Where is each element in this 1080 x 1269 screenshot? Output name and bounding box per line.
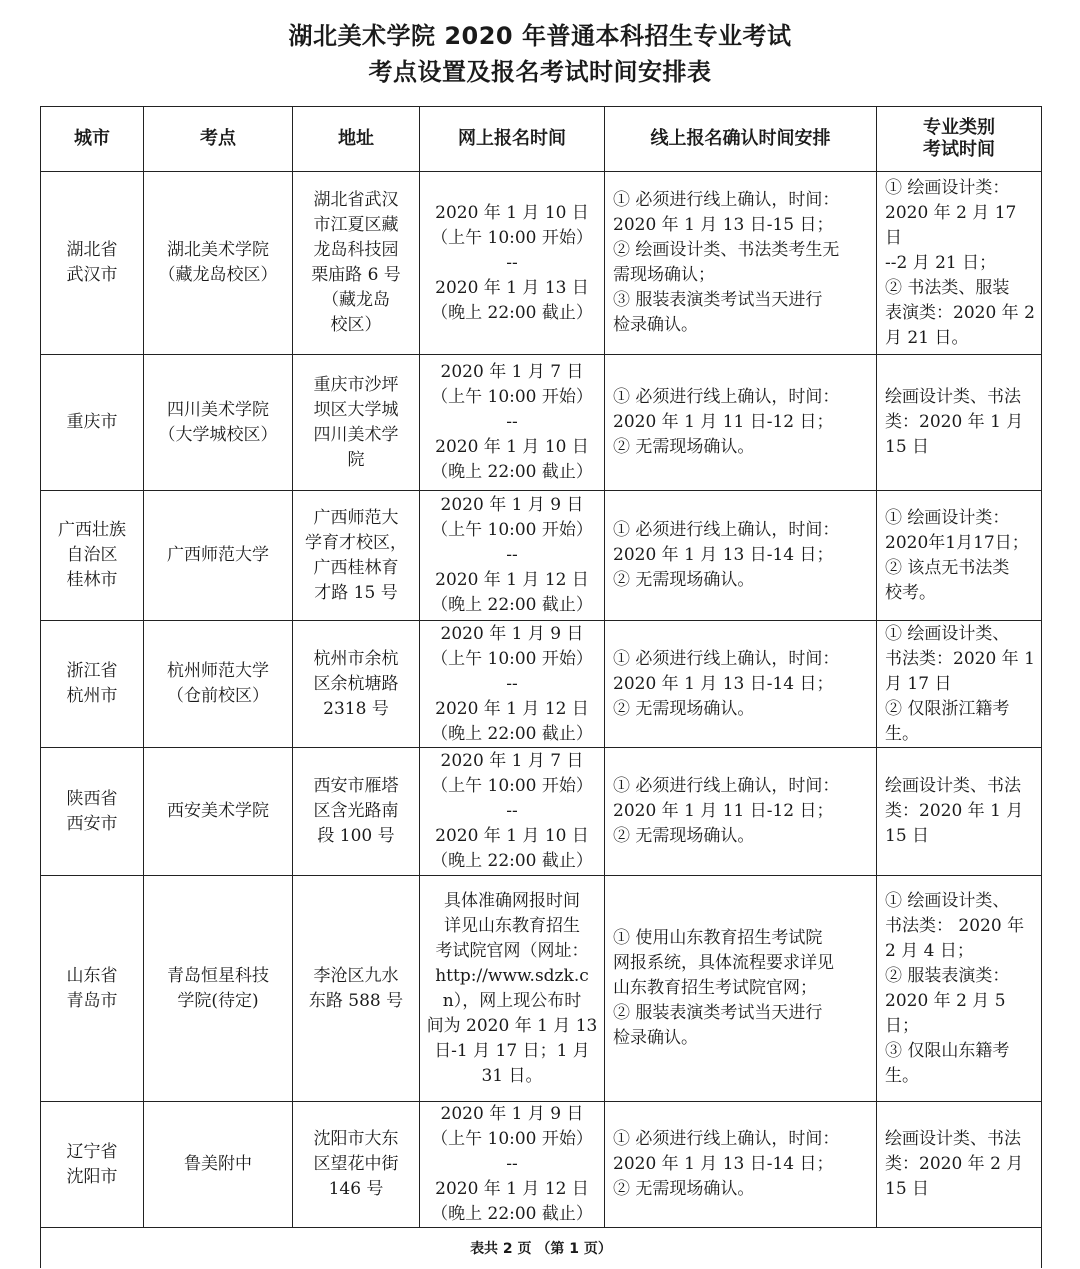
cell-online-time-line: （晚上 22:00 截止） [431, 851, 593, 871]
cell-online-time-line: 2020 年 1 月 7 日 [440, 362, 584, 382]
cell-confirm-time [605, 748, 877, 876]
cell-online-time-line: 2020 年 1 月 13 日 [435, 277, 589, 298]
cell-exam-time [877, 1102, 1042, 1228]
cell-address-line: 2318 号 [323, 698, 389, 719]
cell-confirm-time [605, 491, 877, 621]
cell-address-line: 146 号 [328, 1179, 384, 1199]
cell-online-time [420, 748, 605, 876]
cell-address-line: 校区） [330, 315, 382, 335]
cell-online-time-line: -- [506, 673, 518, 694]
cell-online-time-line: 2020 年 1 月 10 日 [435, 826, 589, 846]
cell-city-line: 桂林市 [66, 570, 118, 590]
cell-address-line: 院 [347, 449, 365, 470]
cell-confirm-time-line: 2020 年 1 月 11 日-12 日； [613, 801, 834, 821]
cell-address-line: 广西桂林育 [313, 557, 399, 578]
cell-exam-time [877, 748, 1042, 876]
cell-exam-time-line: ② 仅限浙江籍考 [885, 698, 1010, 719]
table-row [41, 1102, 1042, 1228]
cell-confirm-time-line: 2020 年 1 月 13 日-14 日； [613, 545, 834, 565]
cell-confirm-time-line: ② 无需现场确认。 [613, 437, 755, 457]
cell-confirm-time-line: ① 必须进行线上确认，时间： [613, 387, 840, 407]
cell-site-line: 四川美术学院 [167, 399, 269, 420]
cell-site-line: （仓前校区） [167, 686, 269, 706]
table-row [41, 172, 1042, 355]
cell-online-time-line: n），网上现公布时 [442, 990, 582, 1011]
cell-exam-time-line: ② 书法类、服装 [885, 277, 1010, 298]
cell-site-line: 青岛恒星科技 [167, 965, 269, 986]
header-exam-time-line1: 专业类别 [923, 117, 995, 138]
cell-exam-time [877, 491, 1042, 621]
cell-confirm-time-line: 检录确认。 [613, 315, 698, 335]
cell-city-line: 广西壮族 [58, 520, 126, 540]
cell-confirm-time-line: ① 必须进行线上确认，时间： [613, 1129, 840, 1149]
cell-address [293, 748, 420, 876]
cell-exam-time-line: 月 17 日 [885, 673, 952, 694]
cell-exam-time-line: --2 月 21 日； [885, 252, 997, 273]
cell-exam-time [877, 621, 1042, 748]
cell-online-time [420, 621, 605, 748]
cell-exam-time-line: ① 绘画设计类： [885, 507, 1010, 528]
cell-confirm-time-line: ② 服装表演类考试当天进行 [613, 1003, 823, 1023]
cell-online-time-line: 详见山东教育招生 [444, 915, 580, 936]
cell-online-time-line: 2020 年 1 月 10 日 [435, 202, 589, 223]
cell-confirm-time-line: 2020 年 1 月 11 日-12 日； [613, 412, 834, 432]
cell-address-line: 重庆市沙坪 [313, 374, 399, 395]
document-title-line2: 考点设置及报名考试时间安排表 [368, 58, 712, 86]
page-footer: 表共 2 页 （第 1 页） [41, 1228, 1042, 1269]
cell-exam-time [877, 876, 1042, 1102]
document-title-line1: 湖北美术学院 2020 年普通本科招生专业考试 [288, 22, 792, 50]
cell-address-line: 四川美术学 [313, 424, 399, 445]
cell-online-time-line: 2020 年 1 月 12 日 [435, 698, 589, 719]
cell-address-line: 龙岛科技园 [313, 240, 399, 260]
cell-online-time-line: -- [506, 545, 518, 565]
cell-exam-time-line: ② 服装表演类： [885, 965, 1010, 986]
cell-exam-time-line: 月 21 日。 [885, 327, 969, 348]
cell-confirm-time [605, 355, 877, 491]
cell-site-line: 学院(待定) [177, 990, 259, 1011]
cell-confirm-time-line: 山东教育招生考试院官网； [613, 978, 817, 998]
cell-site-line: （藏龙岛校区） [158, 265, 278, 285]
cell-confirm-time-line: ① 必须进行线上确认，时间： [613, 648, 840, 669]
cell-exam-time-line: 书法类： 2020 年 [885, 915, 1025, 936]
cell-exam-time-line: ① 绘画设计类、 [885, 623, 1010, 644]
cell-city-line: 杭州市 [66, 686, 118, 706]
cell-exam-time-line: 15 日 [885, 826, 930, 846]
cell-online-time-line: （上午 10:00 开始） [431, 227, 593, 248]
cell-confirm-time-line: 检录确认。 [613, 1028, 698, 1048]
cell-confirm-time-line: 需现场确认； [613, 265, 715, 285]
cell-online-time-line: -- [506, 1154, 518, 1174]
cell-city-line: 青岛市 [66, 990, 118, 1011]
cell-exam-time-line: ② 该点无书法类 [885, 557, 1010, 578]
cell-exam-time-line: 校考。 [885, 582, 936, 603]
cell-address [293, 1102, 420, 1228]
cell-confirm-time-line: ② 无需现场确认。 [613, 826, 755, 846]
cell-confirm-time-line: ① 使用山东教育招生考试院 [613, 928, 823, 948]
cell-online-time-line: （上午 10:00 开始） [431, 776, 593, 796]
cell-online-time [420, 1102, 605, 1228]
cell-site-line: 湖北美术学院 [167, 240, 269, 260]
cell-address [293, 621, 420, 748]
cell-online-time [420, 491, 605, 621]
cell-address-line: 区含光路南 [313, 801, 399, 821]
cell-confirm-time-line: ② 无需现场确认。 [613, 570, 755, 590]
cell-site [144, 621, 293, 748]
cell-address [293, 876, 420, 1102]
cell-online-time-line: -- [506, 801, 518, 821]
cell-address [293, 172, 420, 355]
cell-confirm-time [605, 621, 877, 748]
cell-city-line: 沈阳市 [66, 1166, 118, 1187]
cell-online-time-line: （晚上 22:00 截止） [431, 302, 593, 323]
header-address: 地址 [293, 107, 420, 172]
cell-confirm-time [605, 172, 877, 355]
cell-online-time-line: 间为 2020 年 1 月 13 [426, 1015, 598, 1036]
cell-confirm-time-line: ② 绘画设计类、书法类考生无 [613, 240, 840, 260]
cell-exam-time-line: 2020年1月17日； [885, 532, 1029, 553]
cell-exam-time-line: ③ 仅限山东籍考 [885, 1040, 1010, 1061]
schedule-table [40, 106, 1042, 1268]
cell-exam-time-line: 类：2020 年 1 月 [885, 801, 1024, 821]
cell-address-line: 西安市雁塔 [313, 776, 399, 796]
header-city: 城市 [41, 107, 144, 172]
cell-site-line: （大学城校区） [158, 424, 278, 445]
cell-exam-time [877, 172, 1042, 355]
cell-site [144, 748, 293, 876]
cell-online-time-line: http://www.sdzk.c [435, 965, 589, 986]
cell-address-line: 市江夏区藏 [313, 215, 399, 235]
cell-exam-time-line: 绘画设计类、书法 [885, 776, 1021, 796]
cell-address-line: 广西师范大 [313, 507, 399, 528]
header-site: 考点 [144, 107, 293, 172]
cell-address-line: 湖北省武汉 [313, 190, 399, 210]
cell-address-line: 段 100 号 [317, 826, 395, 846]
cell-city-line: 山东省 [66, 965, 118, 986]
cell-address-line: 学育才校区， [305, 532, 407, 553]
cell-city [41, 172, 144, 355]
cell-online-time [420, 876, 605, 1102]
cell-city-line: 武汉市 [66, 265, 118, 285]
cell-site-line: 杭州师范大学 [167, 661, 269, 681]
cell-exam-time-line: 2020 年 2 月 5 日； [885, 990, 1006, 1036]
cell-city-line: 浙江省 [66, 661, 118, 681]
table-row [41, 355, 1042, 491]
cell-online-time-line: （晚上 22:00 截止） [431, 1204, 593, 1224]
cell-confirm-time [605, 1102, 877, 1228]
header-exam-time [877, 107, 1042, 172]
cell-city-line: 陕西省 [66, 788, 118, 809]
cell-city-line: 重庆市 [66, 412, 118, 432]
cell-online-time-line: （晚上 22:00 截止） [431, 723, 593, 744]
cell-city-line: 西安市 [66, 813, 118, 834]
cell-exam-time-line: 表演类：2020 年 2 [885, 302, 1035, 323]
cell-online-time-line: （上午 10:00 开始） [431, 648, 593, 669]
cell-online-time-line: （晚上 22:00 截止） [431, 595, 593, 615]
cell-confirm-time [605, 876, 877, 1102]
cell-online-time-line: -- [506, 412, 518, 432]
cell-address-line: 区余杭塘路 [313, 673, 399, 694]
table-row [41, 621, 1042, 748]
cell-online-time-line: 2020 年 1 月 9 日 [440, 495, 584, 515]
cell-exam-time-line: 类：2020 年 1 月 [885, 412, 1024, 432]
cell-confirm-time-line: ① 必须进行线上确认，时间： [613, 776, 840, 796]
cell-exam-time-line: 绘画设计类、书法 [885, 387, 1021, 407]
cell-address-line: 东路 588 号 [308, 990, 404, 1011]
cell-address-line: 杭州市余杭 [313, 648, 399, 669]
header-online-time: 网上报名时间 [420, 107, 605, 172]
cell-exam-time-line: 15 日 [885, 1179, 930, 1199]
cell-confirm-time-line: ① 必须进行线上确认，时间： [613, 190, 840, 210]
cell-online-time-line: （上午 10:00 开始） [431, 387, 593, 407]
cell-address-line: 栗庙路 6 号 [311, 265, 401, 285]
cell-online-time-line: （上午 10:00 开始） [431, 1129, 593, 1149]
cell-online-time-line: 31 日。 [481, 1065, 543, 1086]
cell-confirm-time-line: 网报系统，具体流程要求详见 [613, 953, 834, 973]
cell-city-line: 湖北省 [66, 240, 118, 260]
cell-address [293, 355, 420, 491]
cell-online-time-line: 2020 年 1 月 9 日 [440, 1104, 584, 1124]
cell-confirm-time-line: 2020 年 1 月 13 日-15 日； [613, 215, 834, 235]
cell-exam-time-line: 书法类：2020 年 1 [885, 648, 1035, 669]
cell-city-line: 自治区 [66, 545, 118, 565]
table-header-row [41, 107, 1042, 172]
cell-exam-time-line: 2 月 4 日； [885, 940, 974, 961]
cell-site-line: 广西师范大学 [167, 545, 269, 565]
cell-confirm-time-line: 2020 年 1 月 13 日-14 日； [613, 1154, 834, 1174]
cell-confirm-time-line: ② 无需现场确认。 [613, 698, 755, 719]
cell-address-line: 才路 15 号 [314, 582, 398, 603]
cell-exam-time-line: 类：2020 年 2 月 [885, 1154, 1024, 1174]
cell-online-time-line: 2020 年 1 月 12 日 [435, 1179, 589, 1199]
cell-address-line: 坝区大学城 [313, 399, 399, 420]
cell-online-time-line: （上午 10:00 开始） [431, 520, 593, 540]
cell-city-line: 辽宁省 [66, 1141, 118, 1162]
cell-exam-time-line: 15 日 [885, 437, 930, 457]
cell-confirm-time-line: ① 必须进行线上确认，时间： [613, 520, 840, 540]
cell-exam-time [877, 355, 1042, 491]
cell-online-time-line: -- [506, 252, 518, 273]
cell-confirm-time-line: 2020 年 1 月 13 日-14 日； [613, 673, 834, 694]
cell-address-line: 李沧区九水 [313, 965, 399, 986]
cell-online-time-line: 具体准确网报时间 [444, 890, 580, 911]
cell-online-time-line: 日-1 月 17 日；1 月 [434, 1040, 590, 1061]
cell-online-time [420, 355, 605, 491]
cell-exam-time-line: ① 绘画设计类： [885, 177, 1010, 198]
cell-exam-time-line: 2020 年 2 月 17 日 [885, 202, 1017, 248]
cell-site [144, 172, 293, 355]
cell-confirm-time-line: ③ 服装表演类考试当天进行 [613, 290, 823, 310]
cell-address-line: 沈阳市大东 [313, 1129, 399, 1149]
cell-site [144, 491, 293, 621]
cell-online-time-line: 考试院官网（网址： [435, 940, 589, 961]
table-row [41, 876, 1042, 1102]
cell-site [144, 355, 293, 491]
cell-exam-time-line: 绘画设计类、书法 [885, 1129, 1021, 1149]
table-row [41, 491, 1042, 621]
cell-city [41, 748, 144, 876]
cell-city [41, 355, 144, 491]
cell-city [41, 621, 144, 748]
cell-online-time-line: （晚上 22:00 截止） [431, 462, 593, 482]
cell-site [144, 876, 293, 1102]
cell-online-time-line: 2020 年 1 月 9 日 [440, 623, 584, 644]
cell-exam-time-line: 生。 [885, 1065, 919, 1086]
cell-address-line: 区望花中街 [313, 1154, 399, 1174]
cell-site-line: 西安美术学院 [167, 801, 269, 821]
cell-confirm-time-line: ② 无需现场确认。 [613, 1179, 755, 1199]
cell-online-time-line: 2020 年 1 月 12 日 [435, 570, 589, 590]
cell-online-time-line: 2020 年 1 月 10 日 [435, 437, 589, 457]
cell-online-time [420, 172, 605, 355]
cell-city [41, 876, 144, 1102]
cell-exam-time-line: 生。 [885, 723, 919, 744]
header-confirm-time: 线上报名确认时间安排 [605, 107, 877, 172]
cell-address [293, 491, 420, 621]
cell-address-line: （藏龙岛 [322, 290, 390, 310]
cell-online-time-line: 2020 年 1 月 7 日 [440, 751, 584, 771]
cell-city [41, 1102, 144, 1228]
cell-city [41, 491, 144, 621]
cell-site [144, 1102, 293, 1228]
header-exam-time-line2: 考试时间 [923, 139, 995, 160]
table-row [41, 748, 1042, 876]
cell-exam-time-line: ① 绘画设计类、 [885, 890, 1010, 911]
cell-site-line: 鲁美附中 [184, 1154, 252, 1174]
